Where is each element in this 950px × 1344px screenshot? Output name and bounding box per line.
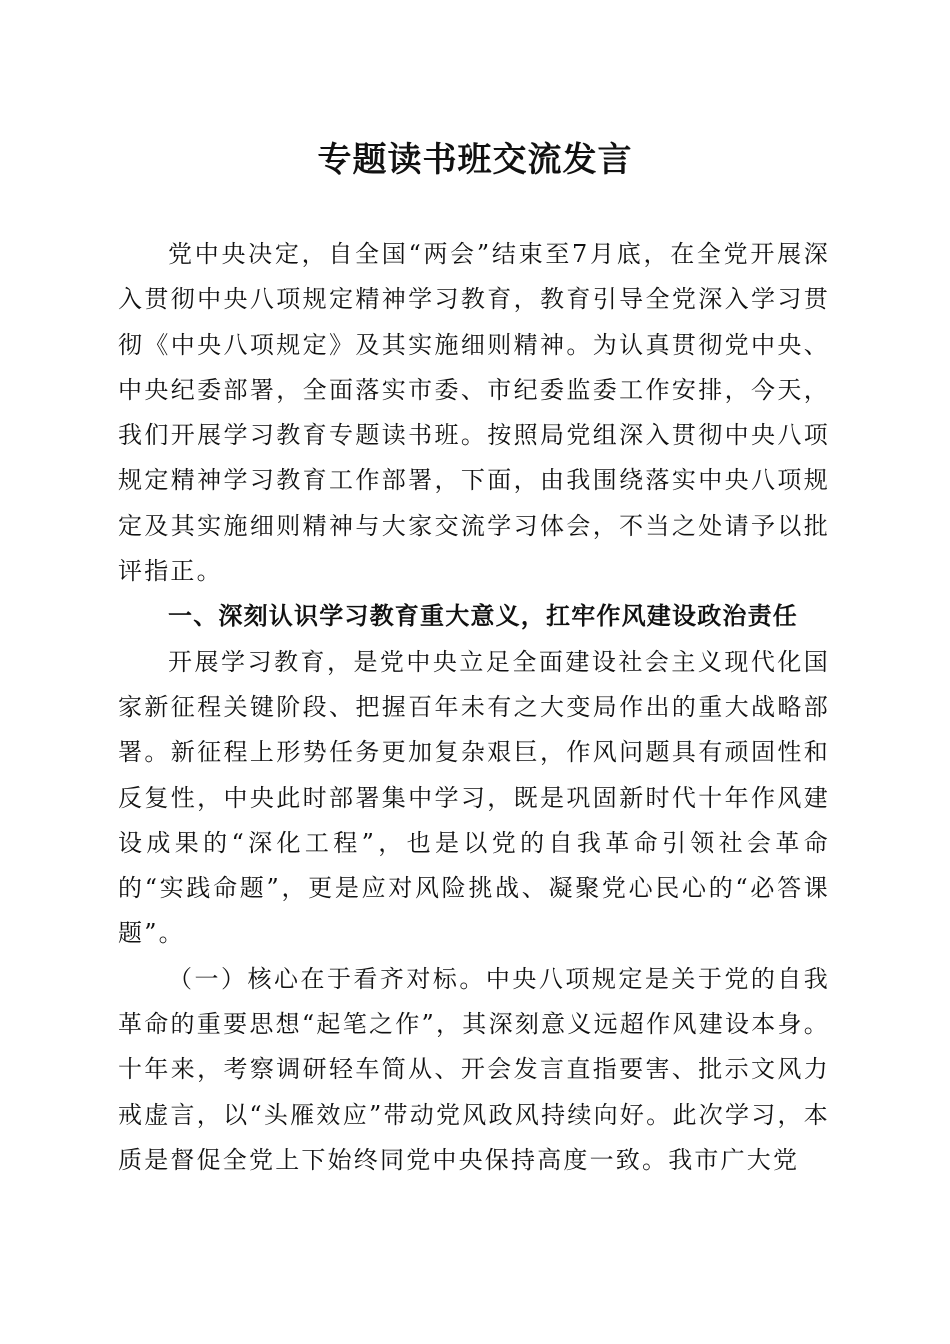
section-heading: 一、深刻认识学习教育重大意义，扛牢作风建设政治责任 xyxy=(168,602,798,631)
document-title: 专题读书班交流发言 xyxy=(317,140,633,180)
intro-paragraph: 党中央决定，自全国“两会”结束至7月底，在全党开展深入贯彻中央八项规定精神学习教育，教育引导全党深入学习贯彻《中央八项规定》及其实施细则精神。为认真贯彻党中央、中央纪委部署，全面落实市委、市纪委监委工作安排，今天，我们开展学习教育专题读书班。按照局党组深入贯彻中央八项规定精神学习教育工作部署，下面，由我围绕落实中央八项规定及其实施细则精神与大家交流学习体会，不当之处请予以批评指正。 xyxy=(118,240,830,586)
subsection-text: 中央八项规定是关于党的自我革命的重要思想“起笔之作”，其深刻意义远超作风建设本身。十年来，考察调研轻车简从、开会发言直指要害、批示文风力戒虚言，以“头雁效应”带动党风政风持续向好。此次学习，本质是督促全党上下始终同党中央保持高度一致。我市广大党 xyxy=(118,964,830,1174)
subsection-lead: （一）核心在于看齐对标。 xyxy=(168,964,486,993)
subsection-paragraph xyxy=(118,957,830,1183)
document-body xyxy=(118,232,830,1183)
section-paragraph: 开展学习教育，是党中央立足全面建设社会主义现代化国家新征程关键阶段、把握百年未有之大变局作出的重大战略部署。新征程上形势任务更加复杂艰巨，作风问题具有顽固性和反复性，中央此时部署集中学习，既是巩固新时代十年作风建设成果的“深化工程”，也是以党的自我革命引领社会革命的“实践命题”，更是应对风险挑战、凝聚党心民心的“必答课题”。 xyxy=(118,647,830,948)
